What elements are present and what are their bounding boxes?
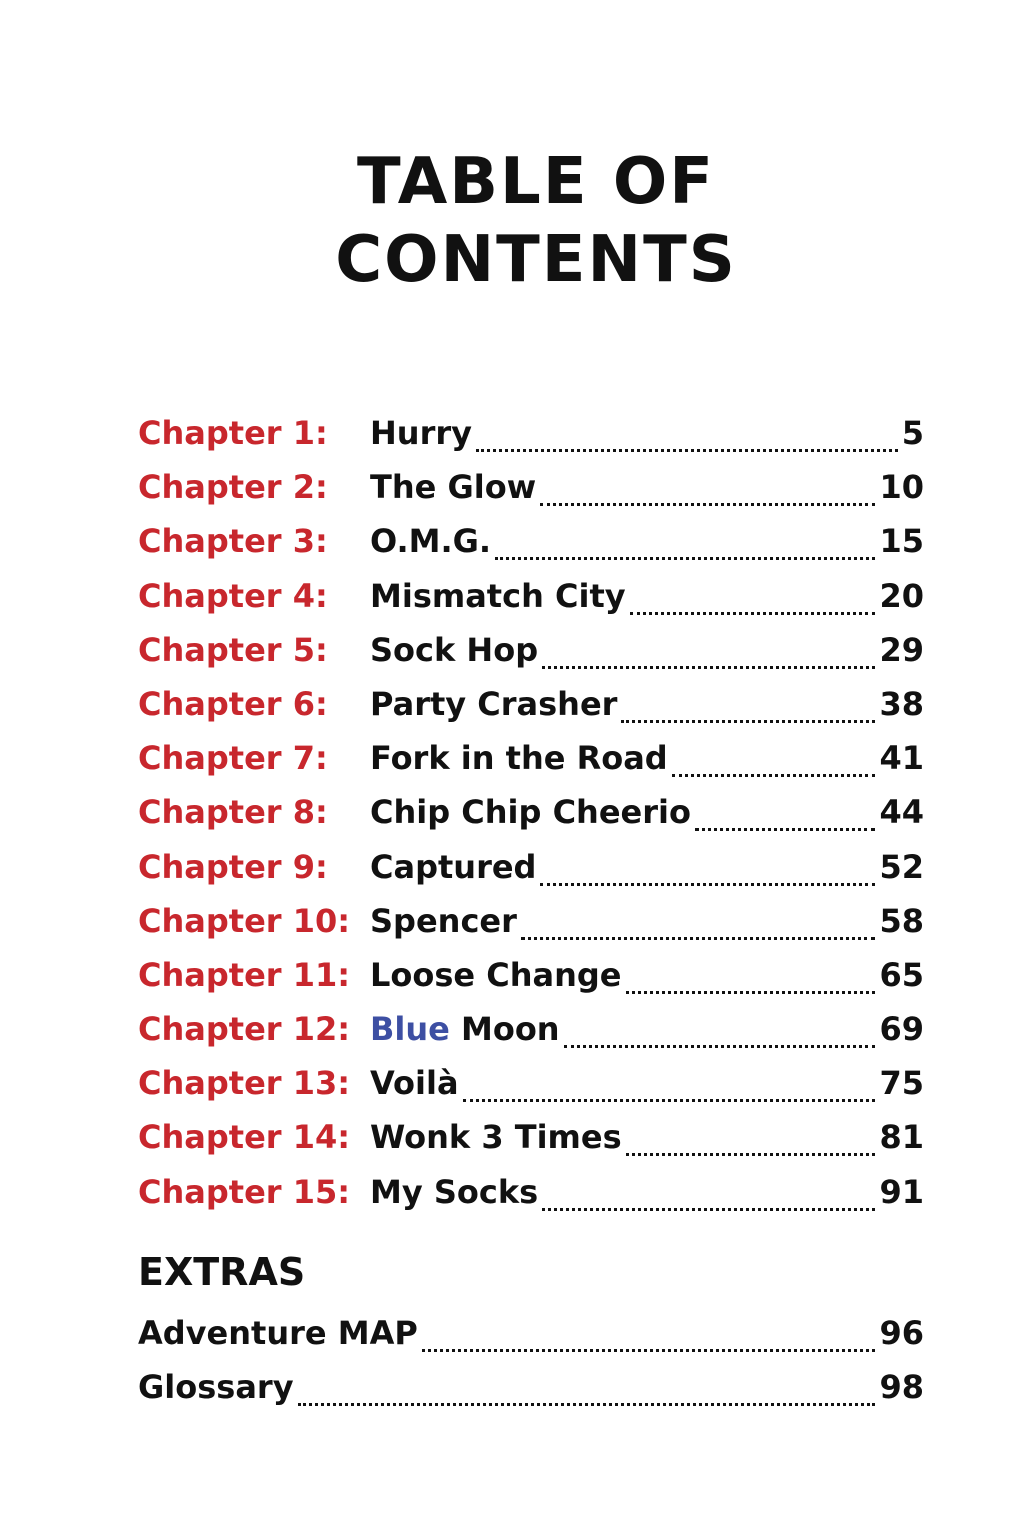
toc-row-chapter-14[interactable] [138,1110,924,1164]
chapter-entry [370,948,924,1002]
chapter-label: Chapter 11: [138,955,351,994]
chapter-entry [370,785,924,839]
chapter-entry [370,569,924,623]
toc-row-chapter-12[interactable] [138,1002,924,1056]
chapter-entry [370,460,924,514]
chapter-entry [370,406,924,460]
extras-list [138,1306,924,1414]
toc-row-chapter-8[interactable] [138,785,924,839]
chapter-label: Chapter 5: [138,630,328,669]
page-number: 5 [901,414,924,452]
extra-title: Adventure MAP [138,1314,418,1352]
dot-leader [298,1403,876,1406]
page-number: 15 [879,522,924,561]
chapter-entry [370,514,924,568]
page-title [0,143,1026,299]
page-number: 41 [879,739,924,778]
toc-row-adventure-map[interactable] [138,1306,924,1360]
page-number: 52 [879,847,924,886]
dot-leader [672,774,876,777]
chapter-title: Voilà [370,1064,459,1103]
toc-row-chapter-10[interactable] [138,894,924,948]
chapter-entry [370,1002,924,1056]
dot-leader [542,666,875,669]
toc-row-chapter-13[interactable] [138,1056,924,1110]
chapter-label: Chapter 7: [138,739,328,778]
chapter-label: Chapter 12: [138,1010,351,1049]
dot-leader [521,937,876,940]
chapter-entry [370,1110,924,1164]
chapter-entry [370,623,924,677]
chapter-title-rest: Moon [449,1010,560,1049]
page-number: 69 [879,1010,924,1049]
dot-leader [564,1045,876,1048]
page-number: 91 [879,1172,924,1211]
page-number: 44 [879,793,924,832]
chapter-label: Chapter 13: [138,1064,351,1103]
chapter-label: Chapter 10: [138,901,351,940]
page-number: 29 [879,630,924,669]
chapter-list [138,406,924,1219]
chapter-label: Chapter 1: [138,414,328,452]
dot-leader [463,1099,876,1102]
chapter-label: Chapter 14: [138,1118,351,1157]
toc-row-chapter-1[interactable] [138,406,924,460]
page-title-line-2: CONTENTS [335,223,737,297]
page-number: 96 [879,1314,924,1352]
dot-leader [495,557,875,560]
dot-leader [626,991,876,994]
dot-leader [626,1153,876,1156]
chapter-title: Sock Hop [370,630,539,669]
chapter-title: Hurry [370,414,472,452]
chapter-label: Chapter 15: [138,1172,351,1211]
chapter-label: Chapter 6: [138,684,328,723]
chapter-title: My Socks [370,1172,539,1211]
page-number: 58 [879,901,924,940]
chapter-entry [370,1056,924,1110]
toc-row-chapter-2[interactable] [138,460,924,514]
dot-leader [621,720,875,723]
chapter-label: Chapter 9: [138,847,328,886]
toc-row-chapter-11[interactable] [138,948,924,1002]
chapter-label: Chapter 2: [138,468,328,507]
toc-row-glossary[interactable] [138,1360,924,1414]
extra-entry [138,1306,924,1360]
chapter-title: Chip Chip Cheerio [370,793,691,832]
toc-row-chapter-15[interactable] [138,1165,924,1219]
chapter-title [370,1002,560,1056]
dot-leader [630,612,876,615]
toc-row-chapter-4[interactable] [138,569,924,623]
page-number: 10 [879,468,924,507]
chapter-title: Captured [370,847,537,886]
page-number: 20 [879,576,924,615]
chapter-title: O.M.G. [370,522,492,561]
dot-leader [422,1349,876,1352]
chapter-title: Party Crasher [370,684,618,723]
chapter-title: Mismatch City [370,576,626,615]
chapter-label: Chapter 8: [138,793,328,832]
chapter-title: Loose Change [370,955,622,994]
extras-heading: EXTRAS [138,1250,306,1294]
chapter-entry [370,1165,924,1219]
chapter-label: Chapter 4: [138,576,328,615]
page-number: 81 [879,1118,924,1157]
chapter-entry [370,840,924,894]
chapter-title: Wonk 3 Times [370,1118,622,1157]
chapter-title: Spencer [370,901,517,940]
dot-leader [540,883,875,886]
page-title-line-1: TABLE OF [357,145,715,219]
dot-leader [542,1208,875,1211]
chapter-title-blue-word: Blue [370,1010,450,1049]
chapter-title: Fork in the Road [370,739,668,778]
page-number: 65 [879,955,924,994]
toc-row-chapter-9[interactable] [138,840,924,894]
chapter-entry [370,677,924,731]
chapter-entry [370,731,924,785]
extra-title: Glossary [138,1368,294,1407]
toc-row-chapter-3[interactable] [138,514,924,568]
page-number: 38 [879,684,924,723]
chapter-title: The Glow [370,468,537,507]
chapter-entry [370,894,924,948]
toc-row-chapter-7[interactable] [138,731,924,785]
chapter-label: Chapter 3: [138,522,328,561]
extra-entry [138,1360,924,1414]
toc-row-chapter-5[interactable] [138,623,924,677]
toc-row-chapter-6[interactable] [138,677,924,731]
page-number: 75 [879,1064,924,1103]
dot-leader [476,449,898,452]
page-number: 98 [879,1368,924,1407]
dot-leader [540,503,875,506]
dot-leader [695,828,876,831]
